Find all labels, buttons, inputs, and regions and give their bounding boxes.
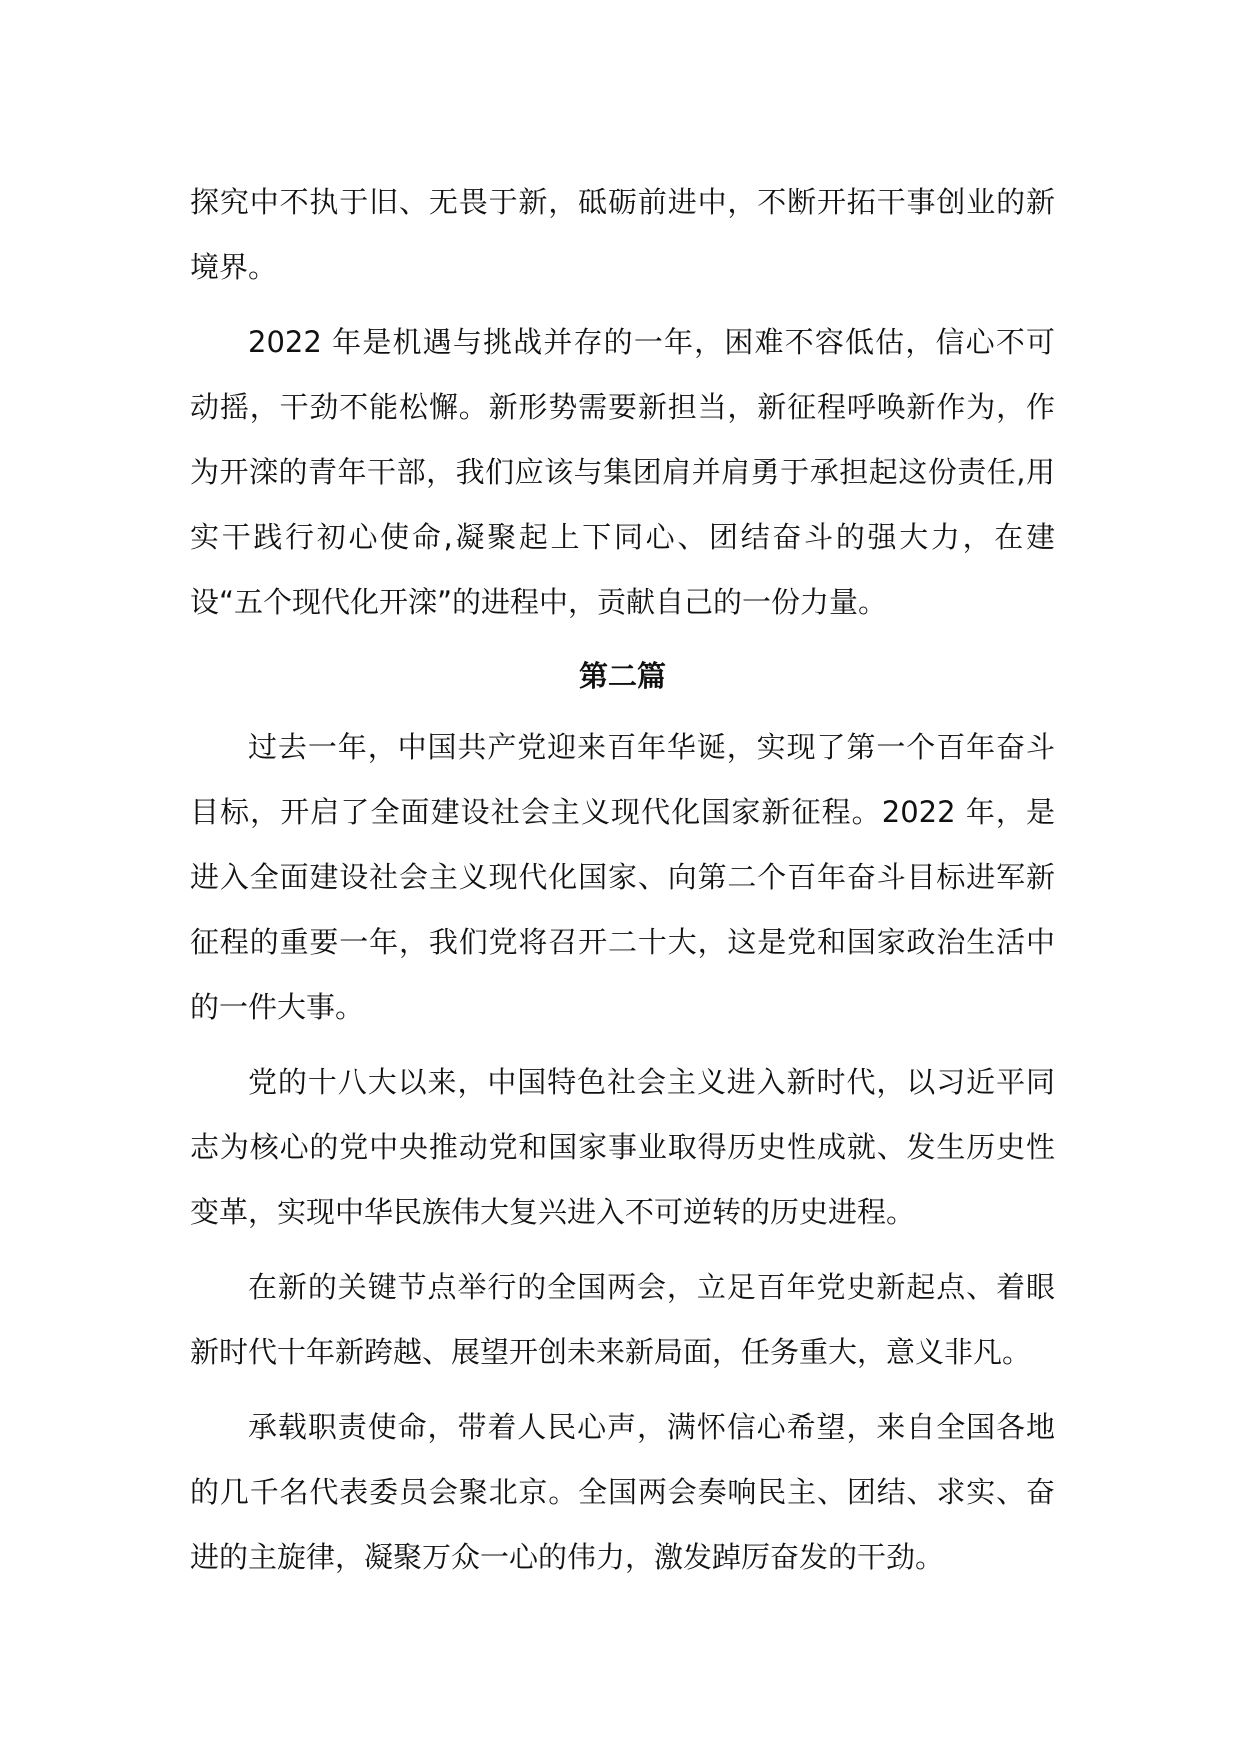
document-body: [190, 170, 1055, 1600]
paragraph-centenary: 过去一年，中国共产党迎来百年华诞，实现了第一个百年奋斗目标，开启了全面建设社会主义现代化国家新征程。2022 年，是进入全面建设社会主义现代化国家、向第二个百年奋斗目标进军新征程的重要一年，我们党将召开二十大，这是党和国家政治生活中的一件大事。: [190, 730, 1055, 1024]
paragraph-new-era: 党的十八大以来，中国特色社会主义进入新时代，以习近平同志为核心的党中央推动党和国家事业取得历史性成就、发生历史性变革，实现中华民族伟大复兴进入不可逆转的历史进程。: [190, 1065, 1055, 1229]
paragraph-2022-youth-cadres: 2022 年是机遇与挑战并存的一年，困难不容低估，信心不可动摇，干劲不能松懈。新形势需要新担当，新征程呼唤新作为，作为开滦的青年干部，我们应该与集团肩并肩勇于承担起这份责任,用实干践行初心使命,凝聚起上下同心、团结奋斗的强大力，在建设“五个现代化开滦”的进程中，贡献自己的一份力量。: [190, 325, 1055, 619]
paragraph-deputies: 承载职责使命，带着人民心声，满怀信心希望，来自全国各地的几千名代表委员会聚北京。全国两会奏响民主、团结、求实、奋进的主旋律，凝聚万众一心的伟力，激发踔厉奋发的干劲。: [190, 1410, 1055, 1574]
section-heading: 第二篇: [578, 659, 666, 693]
paragraph-continuation: 探究中不执于旧、无畏于新，砥砺前进中，不断开拓干事创业的新境界。: [190, 185, 1055, 284]
paragraph-two-sessions: 在新的关键节点举行的全国两会，立足百年党史新起点、着眼新时代十年新跨越、展望开创未来新局面，任务重大，意义非凡。: [190, 1270, 1055, 1369]
